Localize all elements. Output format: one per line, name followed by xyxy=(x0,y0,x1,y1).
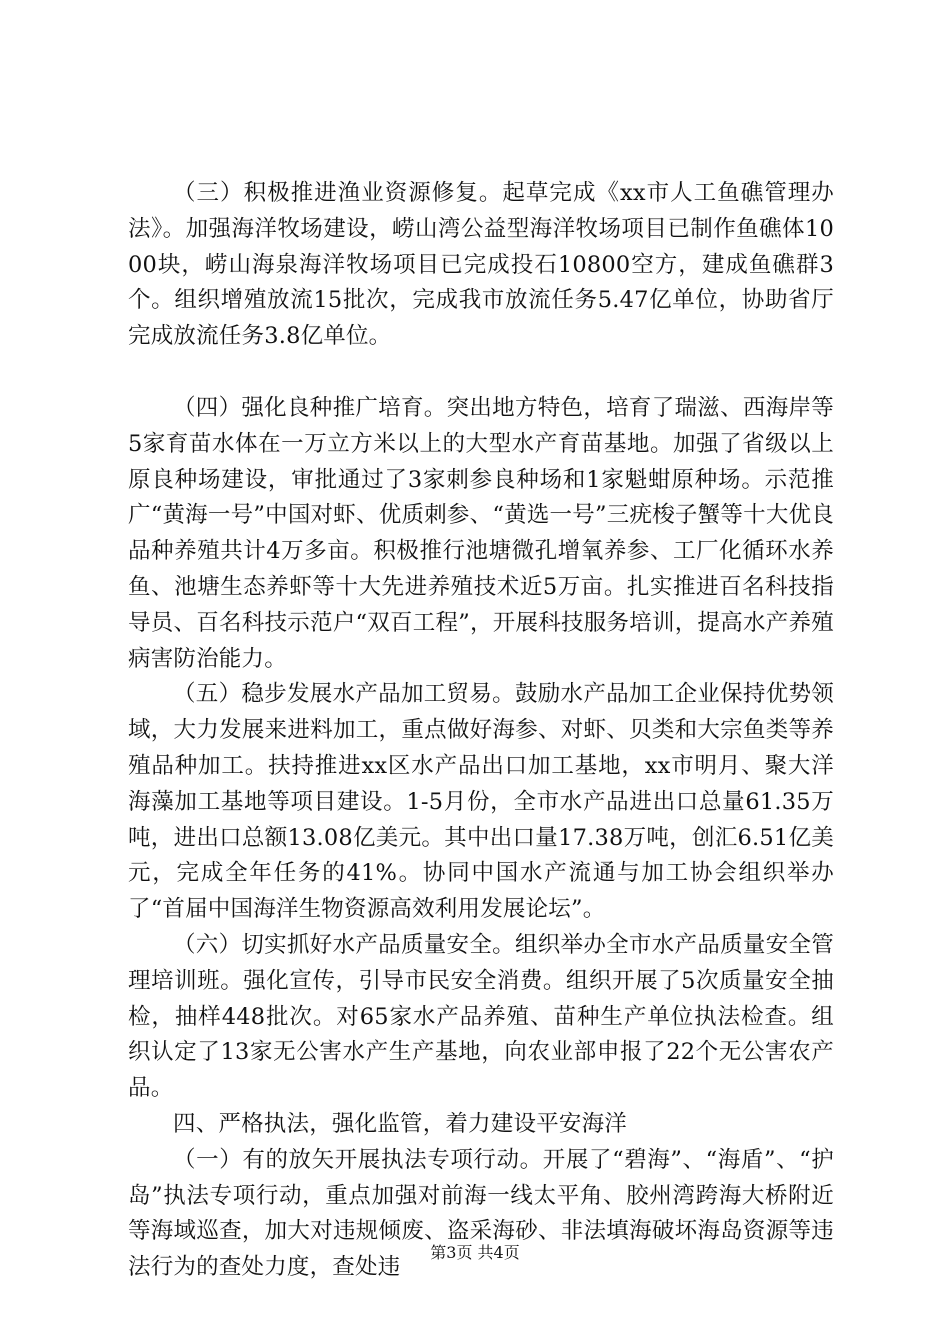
paragraph-improved-breed-promotion: （四）强化良种推广培育。突出地方特色，培育了瑞滋、西海岸等5家育苗水体在一万立方米以上的大型水产育苗基地。加强了省级以上原良种场建设，审批通过了3家刺参良种场和1家魁蚶原种场。示范推广“黄海一号”中国对虾、优质刺参、“黄选一号”三疣梭子蟹等十大优良品种养殖共计4万多亩。积极推行池塘微孔增氧养参、工厂化循环水养鱼、池塘生态养虾等十大先进养殖技术近5万亩。扎实推进百名科技指导员、百名科技示范户“双百工程”，开展科技服务培训，提高水产养殖病害防治能力。 xyxy=(128,394,834,672)
paragraph-enforcement-special-actions: （一）有的放矢开展执法专项行动。开展了“碧海”、“海盾”、“护岛”执法专项行动，重点加强对前海一线太平角、胶州湾跨海大桥附近等海域巡查，加大对违规倾废、盗采海砂、非法填海破坏海岛资源等违法行为的查处力度，查处违 xyxy=(128,1146,834,1281)
section-heading-law-enforcement: 四、严格执法，强化监管，着力建设平安海洋 xyxy=(173,1110,628,1137)
paragraph-aquatic-processing-trade: （五）稳步发展水产品加工贸易。鼓励水产品加工企业保持优势领域，大力发展来进料加工，重点做好海参、对虾、贝类和大宗鱼类等养殖品种加工。扶持推进xx区水产品出口加工基地，xx市明月、聚大洋海藻加工基地等项目建设。1-5月份，全市水产品进出口总量61.35万吨，进出口总额13.08亿美元。其中出口量17.38万吨，创汇6.51亿美元，完成全年任务的41%。协同中国水产流通与加工协会组织举办了“首届中国海洋生物资源高效利用发展论坛”。 xyxy=(128,681,834,923)
paragraph-aquatic-quality-safety: （六）切实抓好水产品质量安全。组织举办全市水产品质量安全管理培训班。强化宣传，引导市民安全消费。组织开展了5次质量安全抽检，抽样448批次。对65家水产品养殖、苗种生产单位执法检查。组织认定了13家无公害水产生产基地，向农业部申报了22个无公害农产品。 xyxy=(128,931,834,1102)
document-body xyxy=(128,176,834,1286)
page-number-footer: 第3页 共4页 xyxy=(430,1243,520,1262)
paragraph-fishery-resource-restoration: （三）积极推进渔业资源修复。起草完成《xx市人工鱼礁管理办法》。加强海洋牧场建设，崂山湾公益型海洋牧场项目已制作鱼礁体1000块，崂山海泉海洋牧场项目已完成投石10800空方，建成鱼礁群3个。组织增殖放流15批次，完成我市放流任务5.47亿单位，协助省厅完成放流任务3.8亿单位。 xyxy=(128,180,834,350)
